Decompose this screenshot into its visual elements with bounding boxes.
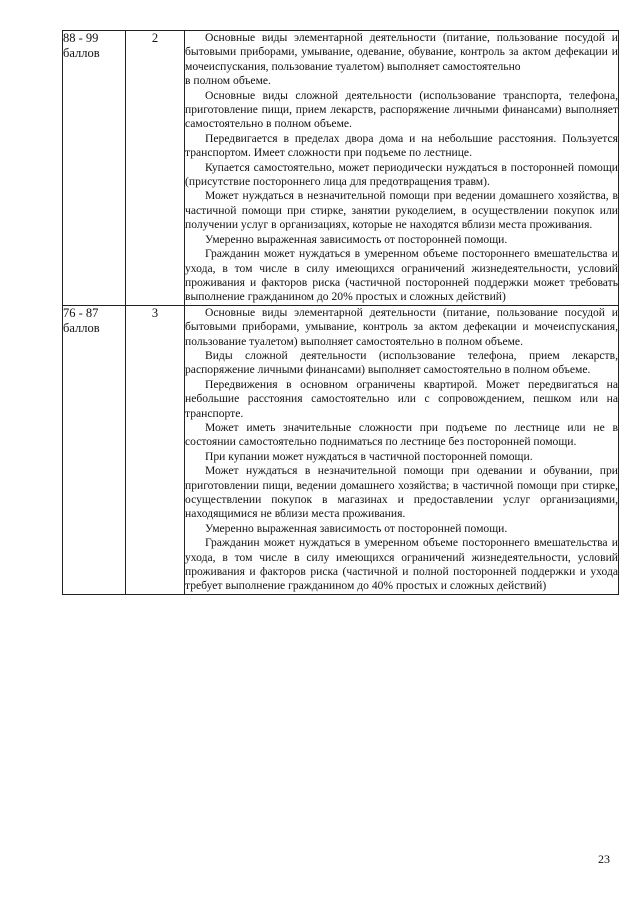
description-paragraph: Гражданин может нуждаться в умеренном объеме постороннего вмешательства и ухода, в том числе в силу имеющихся ограничений жизнедеятельности, условий проживания и факторов риска (частичной посторонней поддержки может требовать выполнение гражданином до 20% простых и сложных действий) <box>185 247 618 304</box>
description-paragraph: Может нуждаться в незначительной помощи при ведении домашнего хозяйства, в частичной помощи при стирке, занятии рукоделием, в осуществлении покупок или получении услуг в организациях, которые не находятся вблизи места проживания. <box>185 189 618 232</box>
description-paragraph: Передвигается в пределах двора дома и на небольшие расстояния. Пользуется транспортом. Имеет сложности при подъеме по лестнице. <box>185 131 618 160</box>
description-cell <box>185 305 619 594</box>
degree-cell: 2 <box>126 31 185 306</box>
page-number: 23 <box>598 852 610 866</box>
description-paragraph: Умеренно выраженная зависимость от посторонней помощи. <box>205 521 508 535</box>
description-paragraph: Основные виды сложной деятельности (использование транспорта, телефона, приготовление пищи, прием лекарств, распоряжение личными финансами) выполняет самостоятельно в полном объеме. <box>185 88 618 131</box>
points-cell: 88 - 99 баллов <box>63 31 126 306</box>
description-paragraph: Купается самостоятельно, может периодически нуждаться в посторонней помощи (присутствие постороннего лица для предотвращения травм). <box>185 160 618 189</box>
table-row <box>63 31 619 306</box>
description-cell <box>185 31 619 306</box>
description-paragraph: При купании может нуждаться в частичной посторонней помощи. <box>205 449 533 463</box>
description-paragraph: Гражданин может нуждаться в умеренном объеме постороннего вмешательства и ухода, в том числе в силу имеющихся ограничений жизнедеятельности, условий проживания и факторов риска (частичной и полной посторонней поддержки и ухода требует выполнение гражданином до 40% простых и сложных действий) <box>185 536 618 593</box>
description-paragraph: Умеренно выраженная зависимость от посторонней помощи. <box>205 232 508 246</box>
description-paragraph: Может нуждаться в незначительной помощи при одевании и обувании, при приготовлении пищи, ведении домашнего хозяйства; в частичной помощи при стирке, осуществлении покупок в магазинах и предоставлении услуг организациями, находящимися не вблизи места проживания. <box>185 464 618 521</box>
description-paragraph: Виды сложной деятельности (использование телефона, прием лекарств, распоряжение личными финансами) выполняет самостоятельно в полном объеме. <box>185 348 618 377</box>
table-row <box>63 305 619 594</box>
description-paragraph: Основные виды элементарной деятельности (питание, пользование посудой и бытовыми приборами, умывание, контроль за актом дефекации и мочеиспускания, пользование туалетом) выполняет самостоятельно в полном объеме. <box>185 305 618 348</box>
degree-cell: 3 <box>126 305 185 594</box>
description-paragraph: в полном объеме. <box>185 74 271 88</box>
care-level-table <box>62 30 619 595</box>
points-cell: 76 - 87 баллов <box>63 305 126 594</box>
description-paragraph: Может иметь значительные сложности при подъеме по лестнице или не в состоянии самостоятельно подниматься по лестнице без посторонней помощи. <box>185 420 618 449</box>
description-paragraph: Передвижения в основном ограничены квартирой. Может передвигаться на небольшие расстояния самостоятельно или с сопровождением, пешком или на транспорте. <box>185 377 618 420</box>
description-paragraph: Основные виды элементарной деятельности (питание, пользование посудой и бытовыми приборами, умывание, одевание, обувание, контроль за актом дефекации и мочеиспускания, пользование туалетом) выполняет самостоятельно <box>185 31 618 73</box>
